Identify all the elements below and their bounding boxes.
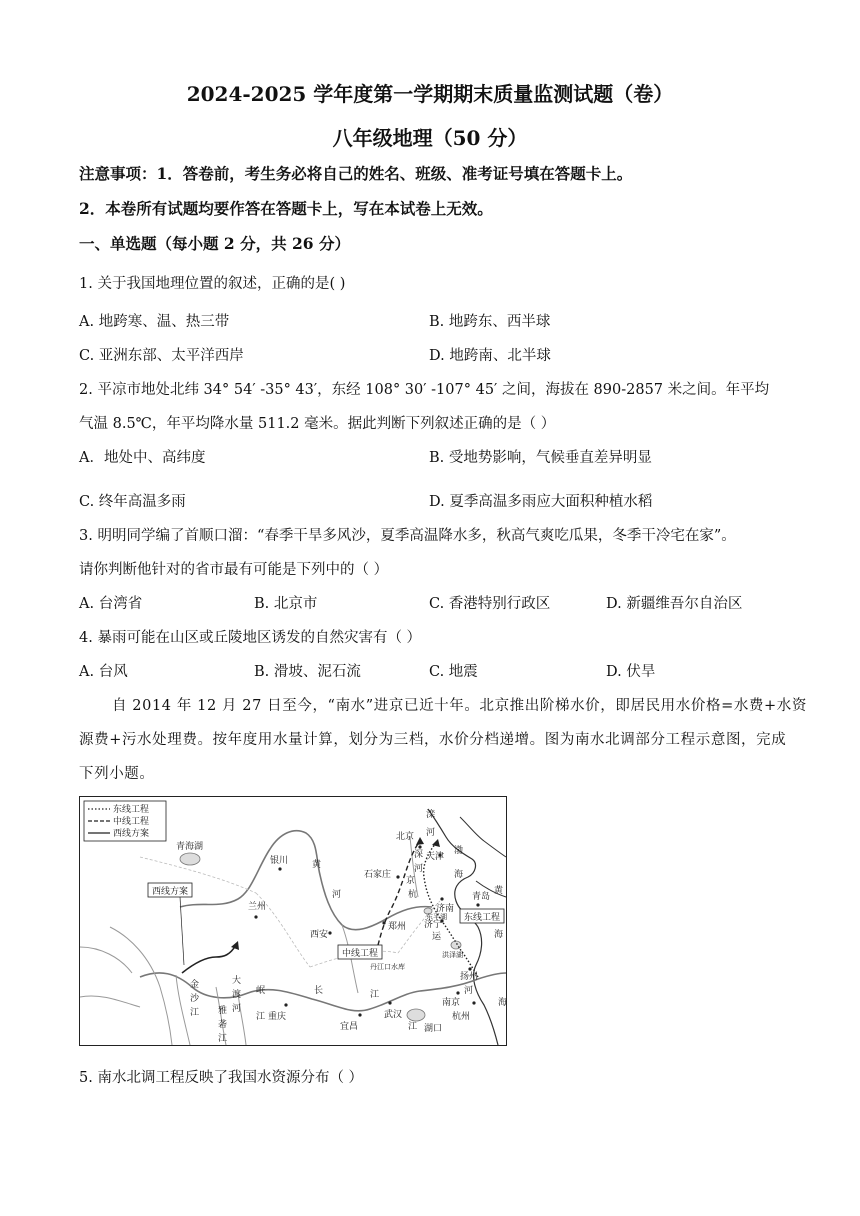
question-1-option-a: A. 地跨寒、温、热三带 [79,314,230,330]
question-1-option-b: B. 地跨东、西半球 [429,314,551,330]
label-lanzhou: 兰州 [248,902,267,912]
exam-subtitle: 八年级地理（50 分） [332,126,528,150]
question-2-option-b: B. 受地势影响，气候垂直差异明显 [429,450,652,466]
label-yinchuan: 银川 [270,856,289,866]
question-4-option-d: D. 伏旱 [606,664,656,680]
sea-label-huang: 黄 [494,886,504,896]
question-1-option-c: C. 亚洲东部、太平洋西岸 [79,348,244,364]
river-label-he-yun: 河 [464,986,474,996]
river-label-jing: 京 [406,876,416,886]
label-beijing: 北京 [396,832,415,842]
label-hongzehu: 洪泽湖 [442,951,463,959]
sea-label-hai-huanghai: 海 [494,930,504,940]
section-heading: 一、单选题（每小题 2 分，共 26 分） [79,234,350,253]
question-2-option-a: A．地处中、高纬度 [79,450,206,466]
river-label-shen: 深 [414,850,424,860]
river-label-jiang-chang: 江 [370,990,380,1000]
question-1-option-d: D. 地跨南、北半球 [429,348,551,364]
note-line-2: 2．本卷所有试题均要作答在答题卡上，写在本试卷上无效。 [79,199,493,218]
passage-line-1: 自 2014 年 12 月 27 日至今，“南水”进京已近十年。北京推出阶梯水价，即居民用水价格=水费+水资 [112,698,807,714]
label-tianjin: 天津 [426,852,445,862]
label-nanjing: 南京 [442,998,461,1008]
question-3-option-d: D. 新疆维吾尔自治区 [606,596,743,612]
legend-west-route: 西线方案 [113,829,150,839]
label-qingdao: 青岛 [472,892,491,902]
river-label-jiang-lower: 江 [408,1022,418,1032]
question-4-stem: 4. 暴雨可能在山区或丘陵地区诱发的自然灾害有（ ） [79,630,422,646]
label-hukou: 湖口 [424,1024,443,1034]
label-dongpinghu: 东平湖 [426,913,447,921]
sea-label-hai-bohai: 海 [454,870,464,880]
question-2-stem-line-1: 2. 平凉市地处北纬 34° 54′ -35° 43′，东经 108° 30′ -107° 45′ 之间，海拔在 890-2857 米之间。年平均 [79,382,770,398]
question-4-option-c: C. 地震 [429,664,478,680]
river-label-sha: 沙 [190,994,200,1004]
legend-middle-route: 中线工程 [113,817,150,827]
river-label-yun: 运 [432,932,442,942]
question-2-stem-line-2: 气温 8.5℃，年平均降水量 511.2 毫米。据此判断下列叙述正确的是（ ） [79,416,556,432]
river-label-min: 岷 [256,986,266,996]
label-jining: 济宁 [424,920,443,930]
question-3-stem-line-2: 请你判断他针对的省市最有可能是下列中的（ ） [79,562,389,578]
question-3-option-a: A. 台湾省 [79,596,143,612]
river-label-jiang-yalong: 江 [218,1034,228,1044]
passage-line-2: 源费+污水处理费。按年度用水量计算，划分为三档，水价分档递增。图为南水北调部分工程示意图，完成 [79,732,787,748]
question-3-option-c: C. 香港特别行政区 [429,596,551,612]
river-label-long: 砻 [218,1020,228,1030]
passage-line-3: 下列小题。 [79,766,155,782]
question-1-stem: 1. 关于我国地理位置的叙述，正确的是( ) [79,276,346,292]
river-label-hang: 杭 [408,890,418,900]
label-yangzhou: 扬州 [460,972,479,982]
river-label-he: 河 [332,890,342,900]
river-label-jin: 金 [190,980,200,990]
middle-route-box: 中线工程 [342,949,379,959]
label-qinghaihu: 青海湖 [176,842,204,852]
river-label-jiang-min: 江 [256,1012,266,1022]
label-danjiangkou: 丹江口水库 [370,963,405,971]
question-3-option-b: B. 北京市 [254,596,318,612]
river-label-he-shen: 河 [414,864,424,874]
river-label-he-luan: 河 [426,828,436,838]
question-5-stem: 5. 南水北调工程反映了我国水资源分布（ ） [79,1070,364,1086]
river-label-ya: 雅 [218,1006,228,1016]
south-north-water-diversion-map [79,796,507,1046]
question-2-option-c: C. 终年高温多雨 [79,494,186,510]
label-hangzhou: 杭州 [452,1012,471,1022]
sea-label-hai-east: 海 [498,998,508,1008]
label-chongqing: 重庆 [268,1012,287,1022]
question-4-option-b: B. 滑坡、泥石流 [254,664,361,680]
label-yichang: 宜昌 [340,1022,359,1032]
river-label-chang: 长 [314,986,324,996]
river-label-huang: 黄 [312,860,322,870]
question-4-option-a: A. 台风 [79,664,128,680]
label-zhengzhou: 郑州 [388,922,407,932]
label-xian: 西安 [310,930,329,940]
question-3-stem-line-1: 3. 明明同学编了首顺口溜：“春季干旱多风沙，夏季高温降水多，秋高气爽吃瓜果，冬季干冷宅在家”。 [79,528,736,544]
river-label-du: 渡 [232,990,242,1000]
label-shijiazhuang: 石家庄 [364,870,392,880]
question-2-option-d: D. 夏季高温多雨应大面积种植水稻 [429,494,653,510]
note-line-1: 注意事项：1．答卷前，考生务必将自己的姓名、班级、准考证号填在答题卡上。 [79,164,633,183]
river-label-luan: 滦 [426,810,436,820]
river-label-he-dadu: 河 [232,1004,242,1014]
river-label-da: 大 [232,976,242,986]
exam-title: 2024-2025 学年度第一学期期末质量监测试题（卷） [186,82,674,106]
label-jinan: 济南 [436,904,455,914]
east-route-box: 东线工程 [464,913,501,923]
river-label-jiang: 江 [190,1008,200,1018]
west-route-box: 西线方案 [152,887,189,897]
sea-label-bo: 渤 [454,846,464,856]
legend-east-route: 东线工程 [113,805,150,815]
label-wuhan: 武汉 [384,1010,403,1020]
